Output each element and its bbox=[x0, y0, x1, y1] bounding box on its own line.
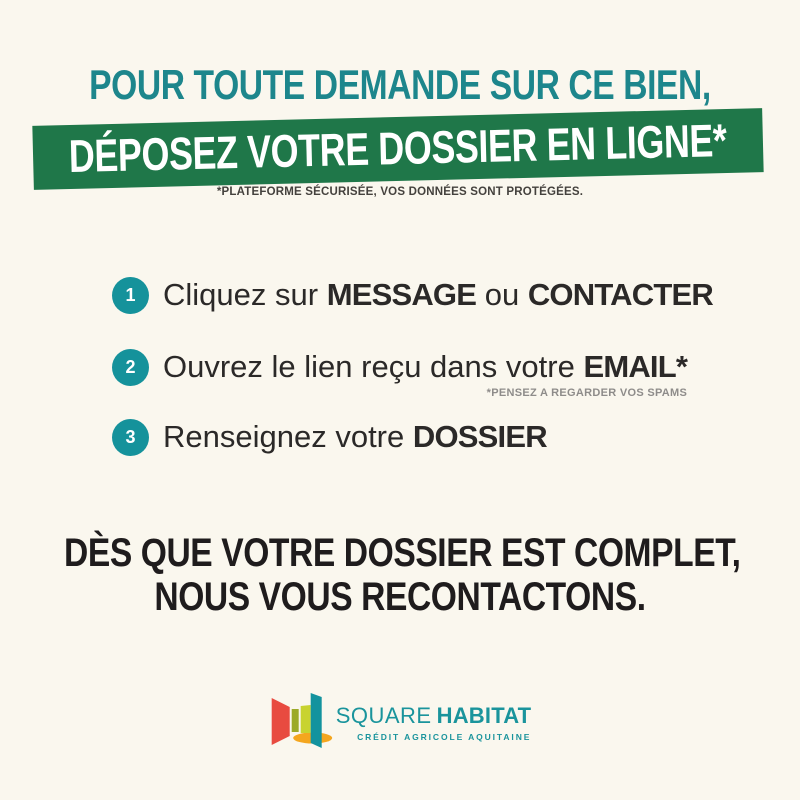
step-body bbox=[163, 276, 713, 314]
check-spam-note: *PENSEZ A REGARDER VOS SPAMS bbox=[486, 387, 688, 399]
step-text: Cliquez sur MESSAGE ou CONTACTER bbox=[163, 277, 713, 312]
logo-text-block bbox=[336, 703, 532, 742]
step-body bbox=[163, 418, 547, 456]
headline-banner-text: DÉPOSEZ VOTRE DOSSIER EN LIGNE* bbox=[68, 113, 728, 182]
square-habitat-logo bbox=[269, 685, 532, 751]
steps-list bbox=[112, 276, 713, 456]
step-item-3 bbox=[112, 418, 692, 456]
brand-name-habitat: HABITAT bbox=[436, 702, 532, 728]
closing-line-1: DÈS QUE VOTRE DOSSIER EST COMPLET, bbox=[64, 531, 741, 575]
step-body bbox=[163, 348, 687, 399]
brand-wordmark bbox=[336, 703, 532, 729]
step-number-badge: 1 bbox=[112, 277, 149, 314]
step-number-badge: 2 bbox=[112, 349, 149, 386]
headline-banner bbox=[32, 108, 763, 190]
step-text: Ouvrez le lien reçu dans votre EMAIL* bbox=[163, 349, 688, 384]
step-item-1 bbox=[112, 276, 713, 314]
brand-subtitle: CRÉDIT AGRICOLE AQUITAINE bbox=[357, 731, 532, 742]
closing-statement bbox=[0, 531, 800, 619]
step-item-2 bbox=[112, 348, 692, 399]
poster-title: POUR TOUTE DEMANDE SUR CE BIEN, bbox=[89, 61, 711, 108]
step-text: Renseignez votre DOSSIER bbox=[163, 419, 547, 454]
open-door-logo-icon bbox=[269, 685, 333, 751]
step-number-badge: 3 bbox=[112, 419, 149, 456]
closing-line-2: NOUS VOUS RECONTACTONS. bbox=[154, 575, 646, 619]
secure-platform-note: *PLATEFORME SÉCURISÉE, VOS DONNÉES SONT PROTÉGÉES. bbox=[216, 186, 584, 198]
brand-name-square: SQUARE bbox=[335, 702, 432, 728]
